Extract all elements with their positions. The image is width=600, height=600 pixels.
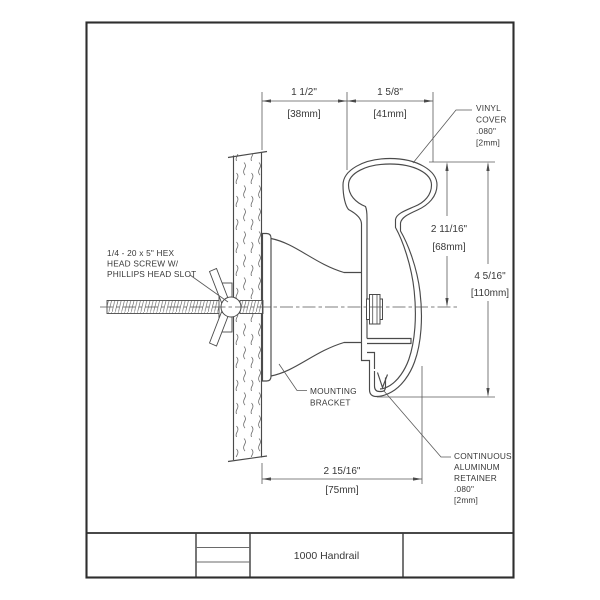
svg-text:[2mm]: [2mm] (454, 495, 479, 505)
handrail-profile (343, 159, 437, 397)
svg-text:RETAINER: RETAINER (454, 473, 497, 483)
svg-text:COVER: COVER (476, 114, 507, 125)
dim-text-mm: [75mm] (325, 485, 359, 496)
dim-text-inches: 2 11/16" (430, 224, 468, 235)
drawing-title: 1000 Handrail (293, 550, 360, 562)
dimension-rail-width (347, 87, 433, 162)
dimension-bracket-projection (262, 87, 347, 170)
profile-internal-web (367, 339, 411, 344)
svg-text:VINYL: VINYL (476, 103, 501, 113)
bracket-bell-top (271, 239, 362, 273)
svg-text:CONTINUOUS: CONTINUOUS (454, 451, 512, 461)
label-mounting-bracket (279, 364, 357, 408)
leader-line (384, 391, 451, 457)
svg-text:ALUMINUM: ALUMINUM (454, 462, 500, 472)
svg-text:BRACKET: BRACKET (310, 397, 351, 408)
svg-text:MOUNTING: MOUNTING (310, 386, 357, 396)
dim-text-mm: [68mm] (432, 242, 466, 253)
dim-text-inches: 2 15/16" (323, 466, 361, 477)
bracket-bell-bottom (271, 343, 362, 377)
title-block (87, 533, 514, 577)
vinyl-cover-inner-line (380, 164, 432, 389)
label-aluminum-retainer (384, 391, 512, 505)
svg-text:1/4 - 20 x 5" HEX: 1/4 - 20 x 5" HEX (107, 248, 175, 258)
dimension-top-to-center (429, 162, 495, 307)
svg-text:[2mm]: [2mm] (476, 137, 501, 148)
svg-text:.080": .080" (454, 484, 475, 494)
label-hex-screw (107, 248, 228, 302)
leader-line (413, 110, 472, 163)
dim-text-inches: 4 5/16" (474, 271, 506, 282)
svg-text:PHILLIPS HEAD SLOT: PHILLIPS HEAD SLOT (107, 269, 197, 279)
dim-text-mm: [110mm] (470, 288, 510, 299)
dim-text-mm: [38mm] (287, 109, 321, 120)
screw-boss-nut (367, 295, 383, 325)
svg-text:.080": .080" (476, 126, 497, 136)
dim-text-mm: [41mm] (373, 109, 407, 120)
dim-text-inches: 1 1/2" (291, 87, 317, 98)
sheet-border (87, 23, 514, 578)
svg-text:HEAD SCREW W/: HEAD SCREW W/ (107, 258, 179, 269)
dim-text-inches: 1 5/8" (377, 87, 403, 98)
dimension-overall-height (377, 162, 509, 397)
label-vinyl-cover (413, 103, 507, 163)
profile-outer-contour (343, 159, 437, 397)
